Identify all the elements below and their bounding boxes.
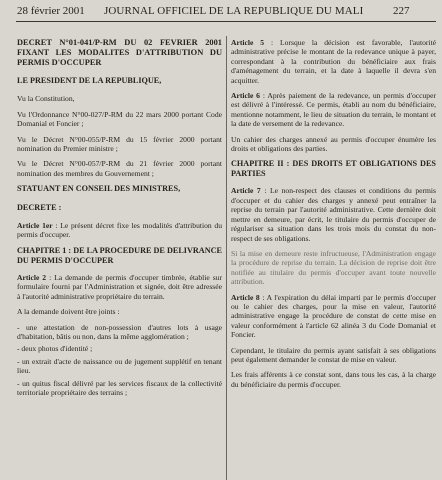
article-2-text: : La demande de permis d'occuper timbrée, établie sur formulaire fourni par l'Administration et signée, doit être adressée à l'autorité administrative propriétaire du terrain. [17, 272, 222, 301]
article-2-label: Article 2 [17, 272, 47, 282]
article-7-label: Article 7 [231, 186, 261, 196]
article-8 [231, 293, 436, 340]
article-7 [231, 186, 436, 242]
chapter-1-heading: CHAPITRE 1 : DE LA PROCEDURE DE DELIVRANCE DU PERMIS D'OCCUPER [17, 245, 222, 265]
right-column [231, 38, 436, 395]
article-2 [17, 273, 222, 301]
vu-decret-1: Vu le Décret N°00-055/P-RM du 15 février 2000 portant nomination du Premier ministre ; [17, 134, 222, 154]
decrete-heading: DECRETE : [17, 202, 62, 212]
article-8-paragraph-2: Cependant, le titulaire du permis ayant satisfait à ses obligations peut également demander le constat de mise en valeur. [231, 345, 436, 364]
article-8-paragraph-3: Les frais afférents à ce constat sont, dans tous les cas, à la charge du bénéficiaire du permis d'occuper. [231, 370, 436, 389]
article-1-label: Article 1er [17, 221, 53, 231]
column-divider [226, 36, 227, 480]
journal-title: JOURNAL OFFICIEL DE LA REPUBLIQUE DU MALI [104, 5, 364, 17]
vu-constitution: Vu la Constitution, [17, 94, 75, 104]
left-column [17, 38, 222, 402]
list-item: - une attestation de non-possession d'autres lots à usage d'habitation, bâtis ou non, dans la même agglomération ; [17, 322, 222, 341]
list-item: - deux photos d'identité ; [17, 344, 93, 354]
article-6-label: Article 6 [231, 91, 260, 101]
vu-decret-2: Vu le Décret N°00-057/P-RM du 21 février 2000 portant nomination des membres du Gouvernement ; [17, 159, 222, 178]
decree-title: DECRET N°01-041/P-RM DU 02 FEVRIER 2001 FIXANT LES MODALITES D'ATTRIBUTION DU PERMIS D'OCCUPER [17, 38, 222, 67]
article-1-text: : Le présent décret fixe les modalités d'attribution du permis d'occuper. [17, 221, 223, 240]
page-number: 227 [393, 5, 410, 17]
article-6-text: : Après paiement de la redevance, un permis d'occuper est délivré à l'intéressé. Ce permis, établi au nom du bénéficiaire, mentionne notamment, le lieu de situation du terrain, le montant et la date de versement de la redevance. [231, 91, 436, 129]
page-header [0, 5, 442, 19]
article-5 [231, 38, 436, 85]
statuant-heading: STATUANT EN CONSEIL DES MINISTRES, [17, 184, 181, 194]
article-7-paragraph-2: Si la mise en demeure reste infructueuse, l'Administration engage la procédure de reprise du terrain. La décision de reprise doit être notifiée au titulaire du permis d'occuper avant toute nouvelle attribution. [231, 248, 436, 287]
article-5-text: : Lorsque la décision est favorable, l'autorité administrative précise le montant de la redevance unique à payer, correspondant à la contribution du bénéficiaire aux frais d'aménagement du terrain, et la date à laquelle il devra s'en acquitter. [231, 38, 436, 85]
header-rule [16, 21, 436, 22]
chapter-2-heading: CHAPITRE II : DES DROITS ET OBLIGATIONS DES PARTIES [231, 159, 436, 179]
article-6 [231, 91, 436, 129]
list-item: - un extrait d'acte de naissance ou de jugement supplétif en tenant lieu. [17, 356, 222, 376]
article-7-text: : Le non-respect des clauses et conditions du permis d'occuper et du cahier des charges y annexé peut entraîner la reprise du terrain par l'autorité administrative. Cette dernière doit mettre en demeure, par écrit, le titulaire du permis d'occuper de régulariser sa situation dans les trois mois du constat du non-respect de ses obligations. [231, 186, 436, 243]
issue-date: 28 février 2001 [17, 5, 85, 17]
article-1 [17, 221, 222, 240]
article-2-intro: A la demande doivent être joints : [17, 307, 120, 317]
article-8-text: : A l'expiration du délai imparti par le permis d'occuper ou le cahier des charges, pour la mise en valeur, l'autorité administrative engage la procédure de constat de cette mise en valeur conformément à l'article 62 alinéa 3 du Code Domanial et Foncier. [231, 292, 436, 340]
article-5-label: Article 5 [231, 38, 265, 47]
president-heading: LE PRESIDENT DE LA REPUBLIQUE, [17, 76, 162, 85]
cahier-des-charges: Un cahier des charges annexé au permis d'occuper énumère les droits et obligations des parties. [231, 134, 436, 154]
article-2-list [17, 323, 222, 398]
article-8-label: Article 8 [231, 292, 260, 302]
list-item: - un quitus fiscal délivré par les services fiscaux de la collectivité territoriale propriétaire des terrains ; [17, 378, 222, 397]
vu-ordonnance: Vu l'Ordonnance N°00-027/P-RM du 22 mars 2000 portant Code Domanial et Foncier ; [17, 109, 222, 129]
